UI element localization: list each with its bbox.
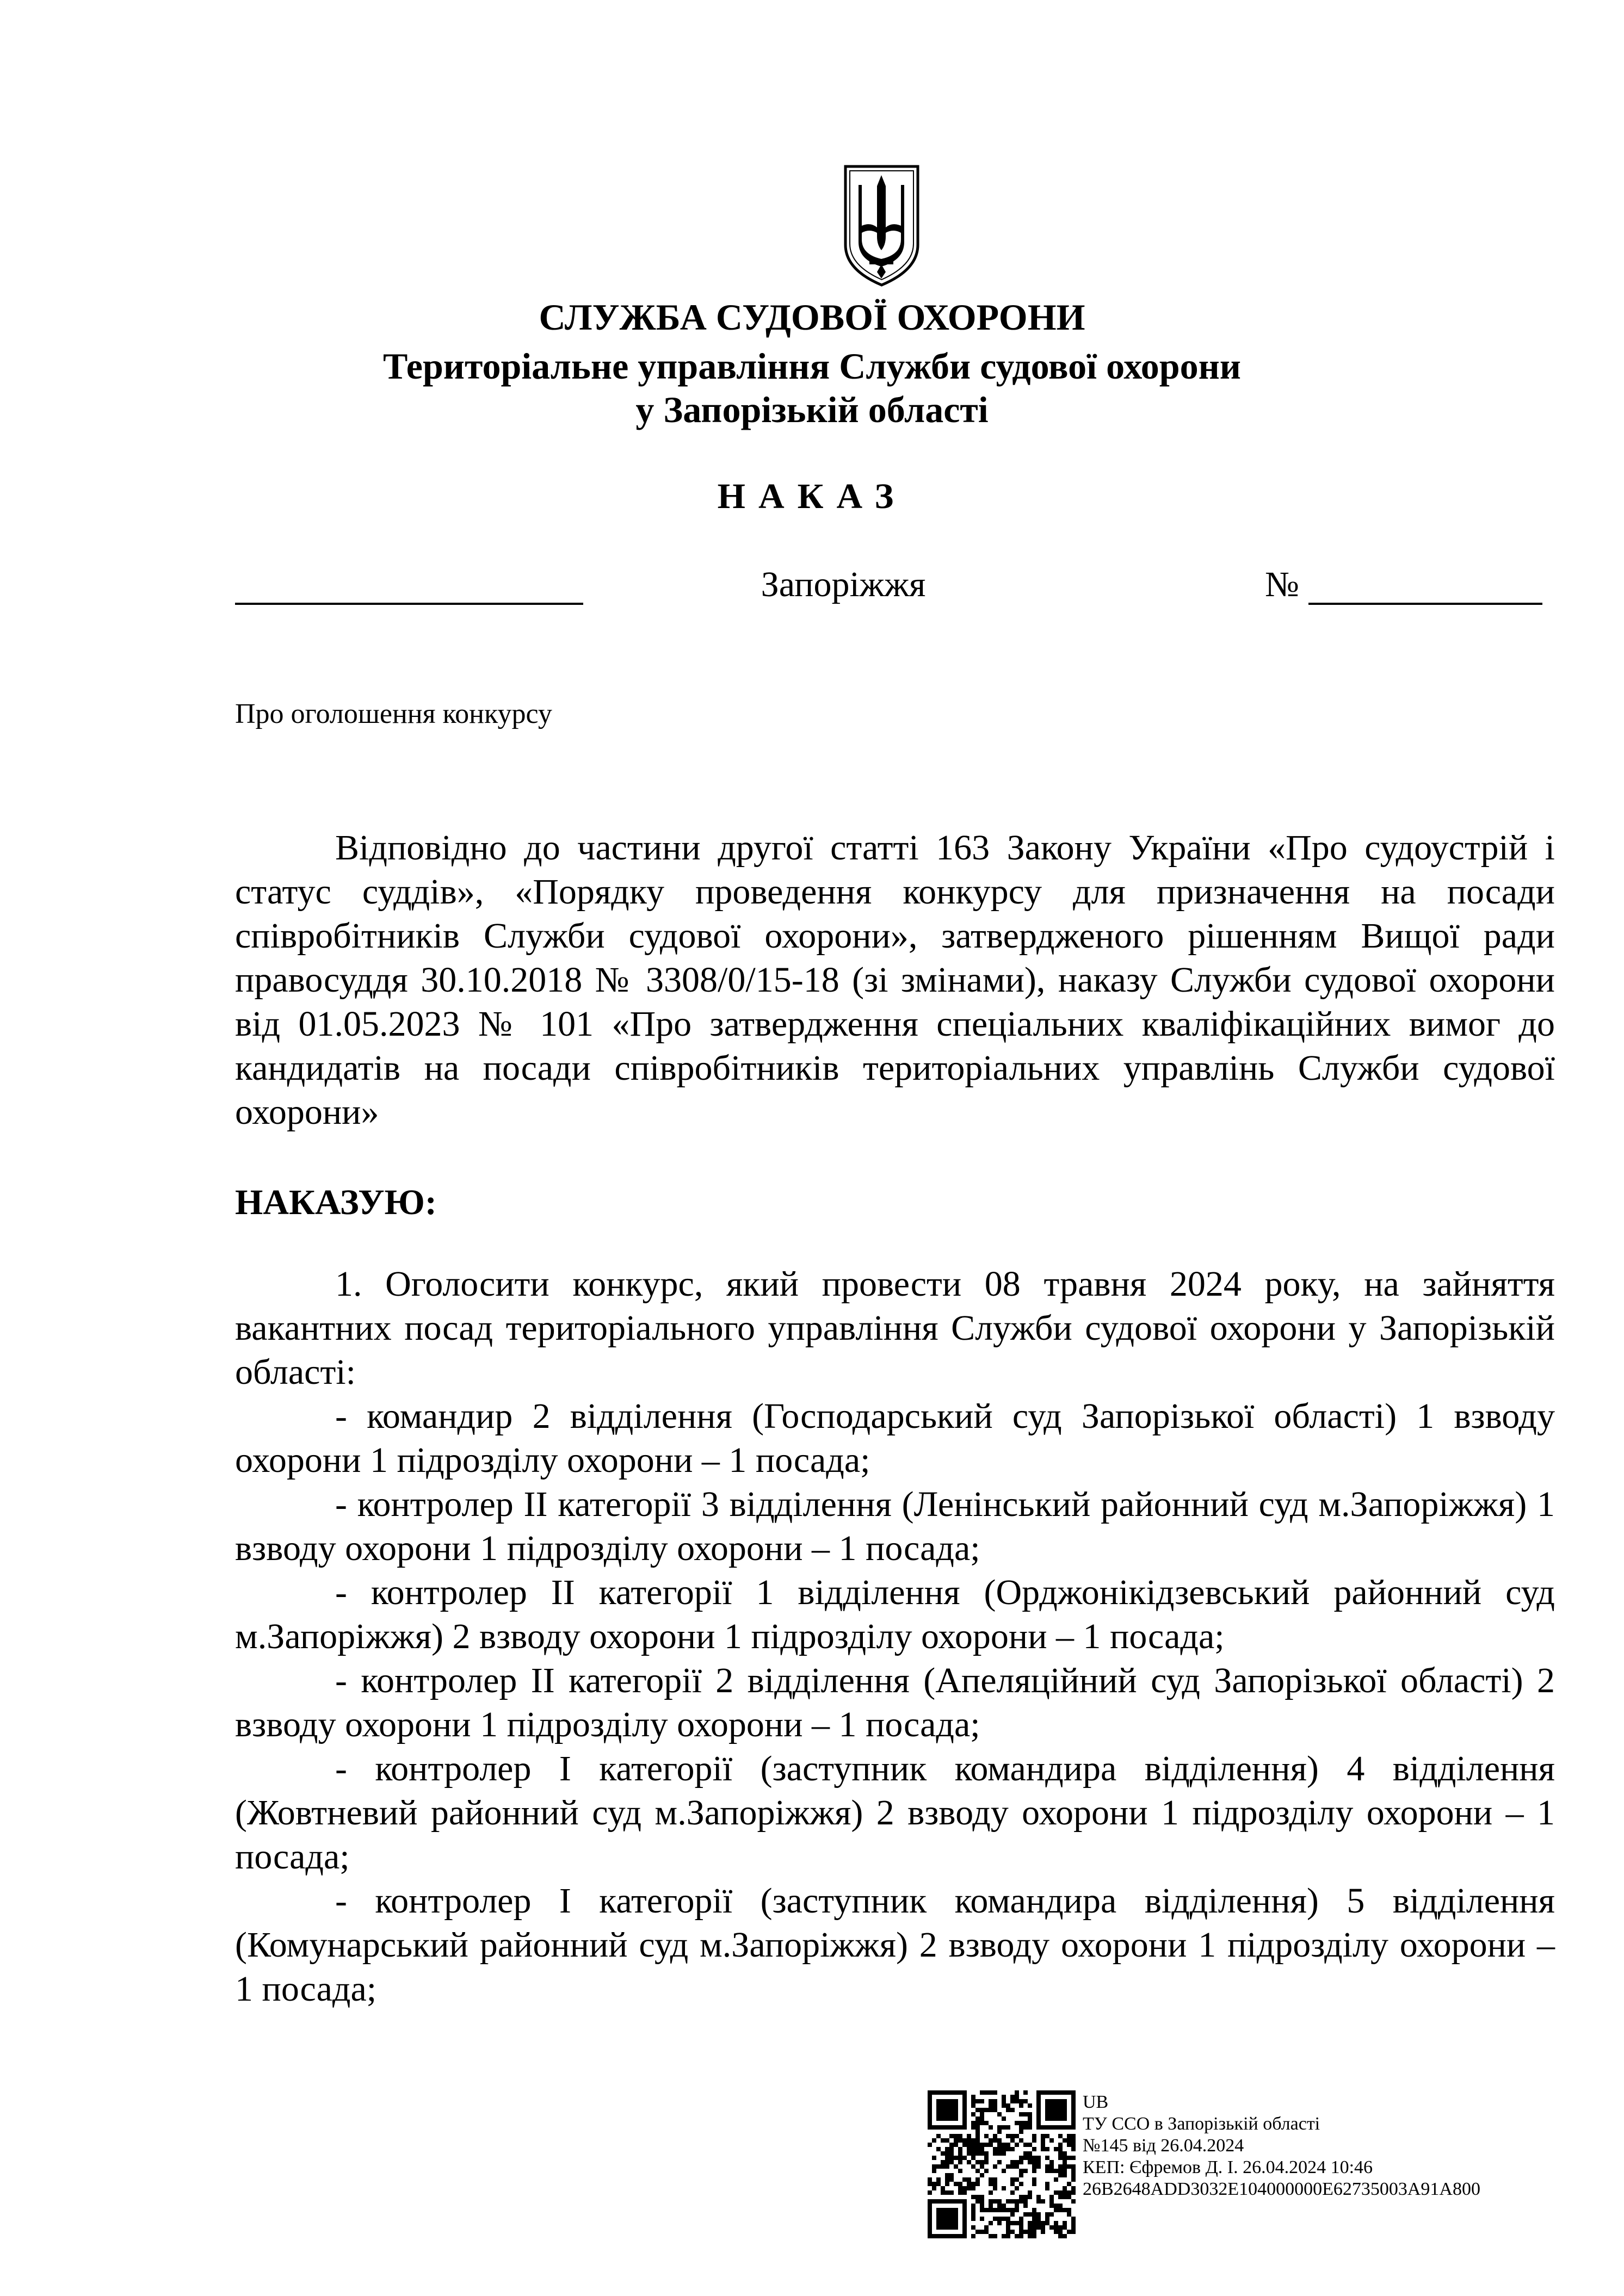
preamble-paragraph: Відповідно до частини другої статті 163 Закону України «Про судоустрій і статус суддів», «Порядку проведення конкурсу для призначення на посади співробітників Служби судової охорони», затвердженого рішенням Вищої ради правосуддя 30.10.2018 № 3308/0/15-18 (зі змінами), наказу Служби судової охорони від 01.05.2023 № 101 «Про затвердження спеціальних кваліфікаційних вимог до кандидатів на посади співробітників територіальних управлінь Служби судової охорони» bbox=[235, 828, 1555, 1132]
number-label: № bbox=[1265, 565, 1299, 604]
date-blank-line bbox=[235, 603, 583, 605]
stamp-line: UB bbox=[1083, 2092, 1109, 2112]
order-subject: Про оголошення конкурсу bbox=[235, 698, 552, 729]
org-name: СЛУЖБА СУДОВОЇ ОХОРОНИ bbox=[539, 296, 1085, 338]
number-blank-line bbox=[1308, 603, 1542, 605]
division-name-line1: Територіальне управління Служби судової охорони bbox=[383, 345, 1241, 387]
qr-code-icon bbox=[928, 2090, 1076, 2238]
stamp-line: №145 від 26.04.2024 bbox=[1083, 2136, 1244, 2156]
stamp-line: 26B2648ADD3032E104000000E62735003A91A800 bbox=[1083, 2179, 1480, 2199]
order-item: - контролер І категорії (заступник командира відділення) 5 відділення (Комунарський районний суд м.Запоріжжя) 2 взводу охорони 1 підрозділу охорони – 1 посада; bbox=[235, 1881, 1555, 2009]
order-item: - контролер І категорії (заступник командира відділення) 4 відділення (Жовтневий районний суд м.Запоріжжя) 2 взводу охорони 1 підрозділу охорони – 1 посада; bbox=[235, 1749, 1555, 1877]
stamp-line: ТУ ССО в Запорізькій області bbox=[1083, 2114, 1320, 2134]
city-name: Запоріжжя bbox=[761, 565, 926, 604]
order-keyword: НАКАЗУЮ: bbox=[235, 1183, 437, 1222]
division-name-line2: у Запорізькій області bbox=[635, 389, 989, 430]
order-item: - контролер ІІ категорії 1 відділення (Орджонікідзевський районний суд м.Запоріжжя) 2 взводу охорони 1 підрозділу охорони – 1 посада; bbox=[235, 1573, 1555, 1656]
stamp-line: КЕП: Єфремов Д. І. 26.04.2024 10:46 bbox=[1083, 2157, 1373, 2177]
signature-stamp bbox=[1083, 2091, 1480, 2200]
order-item: 1. Оголосити конкурс, який провести 08 травня 2024 року, на зайняття вакантних посад територіального управління Служби судової охорони у Запорізькій області: bbox=[235, 1264, 1555, 1392]
order-items bbox=[235, 1262, 1555, 2011]
order-item: - контролер ІІ категорії 2 відділення (Апеляційний суд Запорізької області) 2 взводу охорони 1 підрозділу охорони – 1 посада; bbox=[235, 1661, 1555, 1744]
document-type: НАКАЗ bbox=[717, 476, 907, 516]
order-item: - командир 2 відділення (Господарський суд Запорізької області) 1 взводу охорони 1 підрозділу охорони – 1 посада; bbox=[235, 1396, 1555, 1480]
trident-coat-of-arms-icon bbox=[842, 163, 921, 288]
order-item: - контролер ІІ категорії 3 відділення (Ленінський районний суд м.Запоріжжя) 1 взводу охорони 1 підрозділу охорони – 1 посада; bbox=[235, 1484, 1555, 1568]
